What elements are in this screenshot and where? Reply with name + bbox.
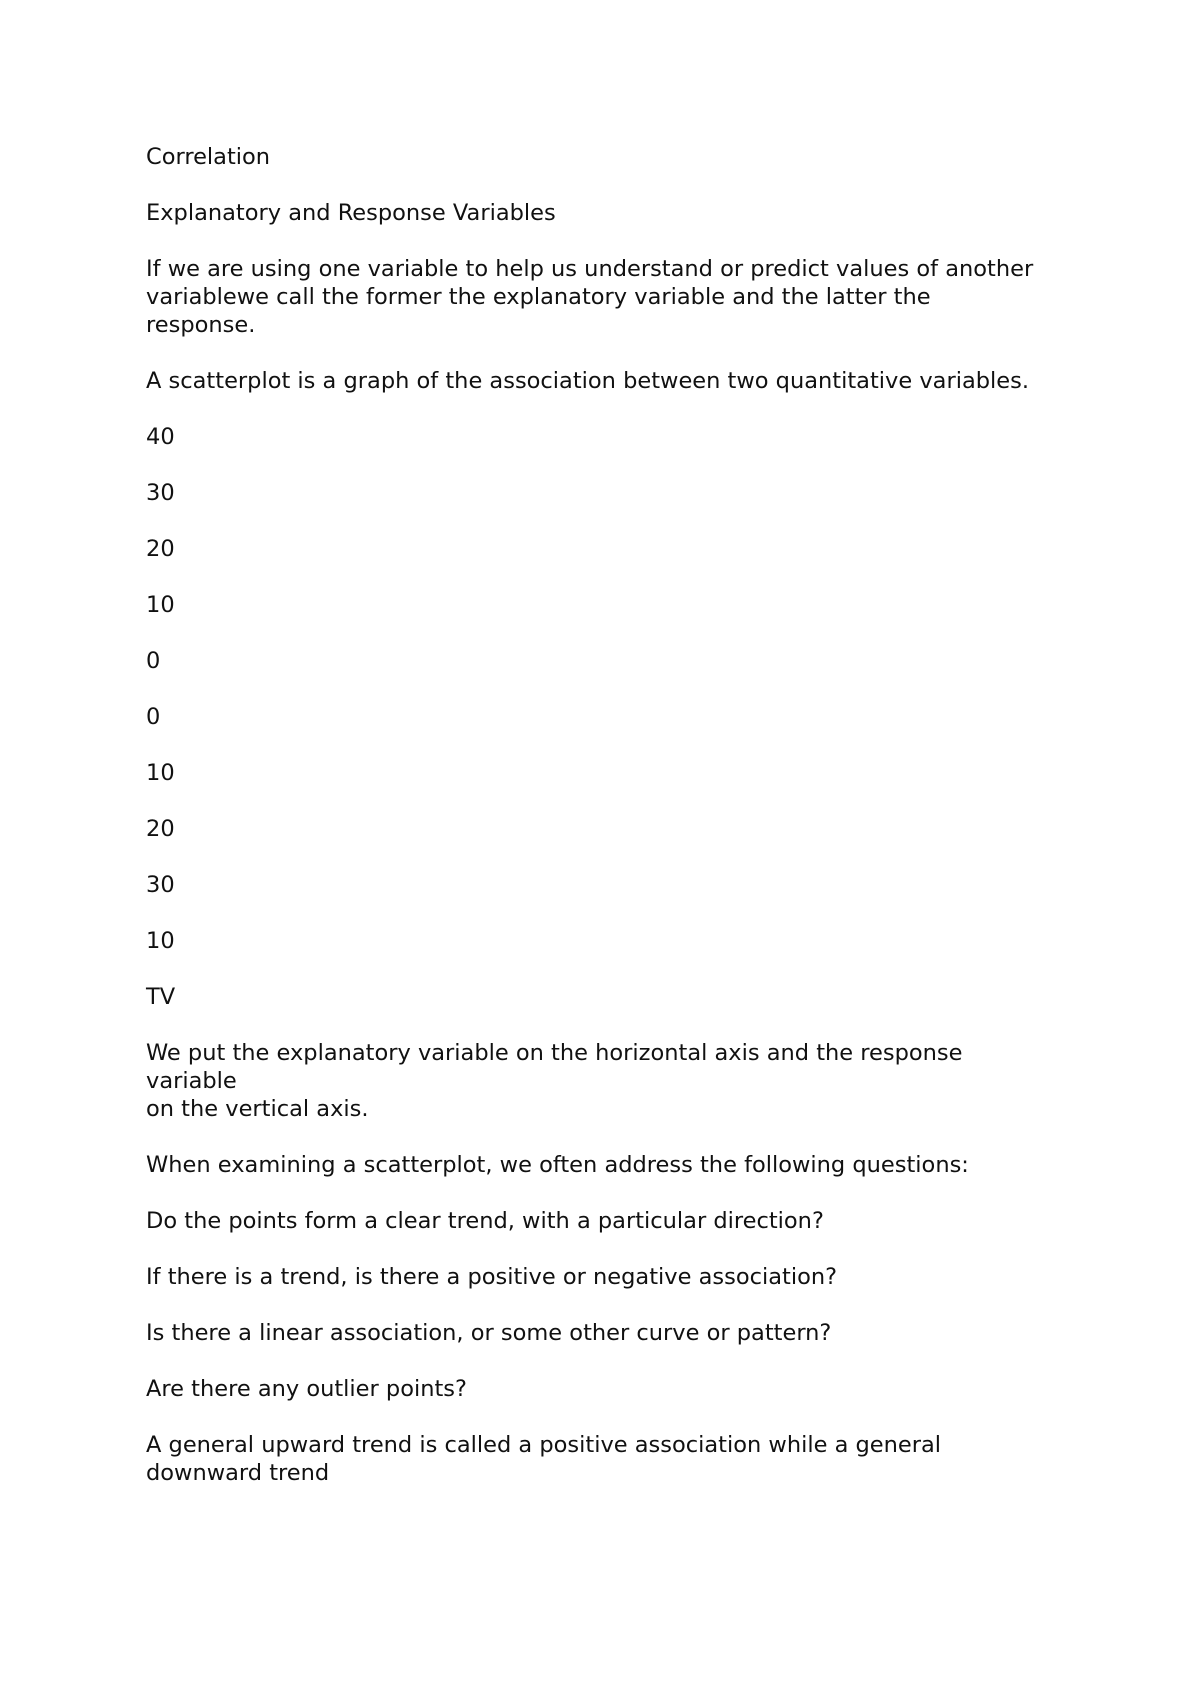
x-tick-label: 0	[146, 704, 161, 730]
question-item: Do the points form a clear trend, with a particular direction?	[146, 1208, 824, 1234]
y-tick-label: 30	[146, 480, 175, 506]
x-tick-label: 10	[146, 760, 175, 786]
axis-value-label: 10	[146, 928, 175, 954]
paragraph-questions-intro: When examining a scatterplot, we often address the following questions:	[146, 1152, 969, 1178]
question-item: If there is a trend, is there a positive or negative association?	[146, 1264, 838, 1290]
section-heading: Explanatory and Response Variables	[146, 200, 556, 226]
question-item: Are there any outlier points?	[146, 1376, 467, 1402]
paragraph-scatterplot-definition: A scatterplot is a graph of the association between two quantitative variables.	[146, 368, 1029, 394]
paragraph-association-trend: A general upward trend is called a positive association while a general downward trend	[146, 1432, 942, 1486]
y-tick-label: 40	[146, 424, 175, 450]
paragraph-axis-placement: We put the explanatory variable on the horizontal axis and the response variable on the vertical axis.	[146, 1040, 963, 1122]
document-body	[146, 143, 1046, 1515]
document-title: Correlation	[146, 144, 271, 170]
axis-label: TV	[146, 984, 176, 1010]
x-tick-label: 30	[146, 872, 175, 898]
y-tick-label: 0	[146, 648, 161, 674]
y-tick-label: 20	[146, 536, 175, 562]
y-tick-label: 10	[146, 592, 175, 618]
question-item: Is there a linear association, or some other curve or pattern?	[146, 1320, 832, 1346]
x-tick-label: 20	[146, 816, 175, 842]
paragraph-explanatory-definition: If we are using one variable to help us understand or predict values of another variablewe call the former the explanatory variable and the latter the response.	[146, 256, 1034, 338]
